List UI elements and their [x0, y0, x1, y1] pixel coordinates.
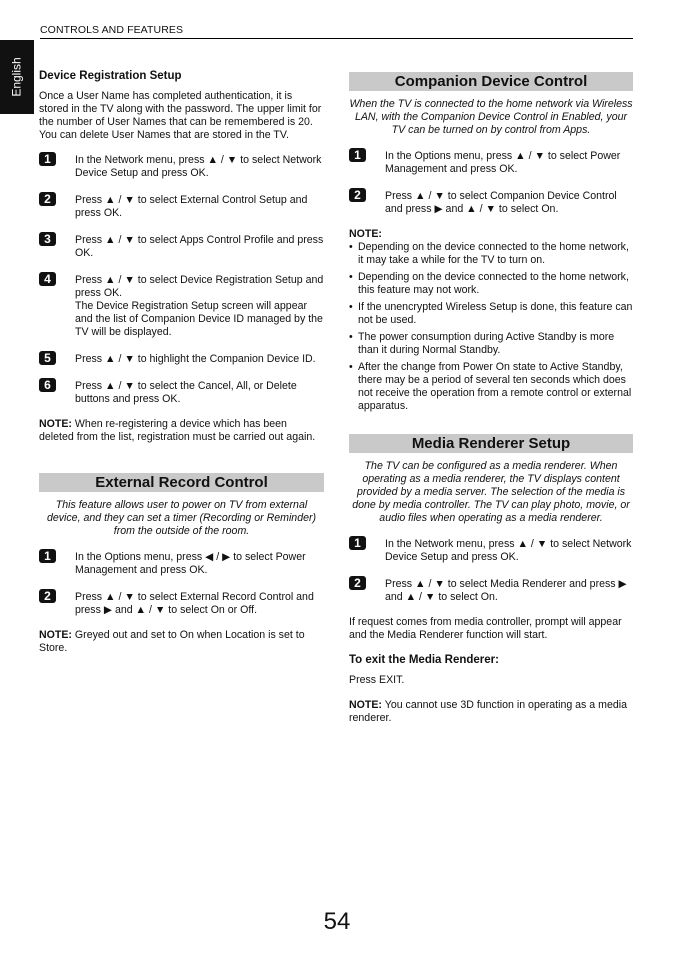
media-renderer-heading: Media Renderer Setup [349, 434, 633, 453]
note-text: You cannot use 3D function in operating as a media renderer. [349, 699, 627, 724]
step-number-icon: 2 [39, 192, 56, 206]
note-label: NOTE: [39, 629, 72, 641]
exit-media-heading: To exit the Media Renderer: [349, 654, 499, 666]
note-item: • If the unencrypted Wireless Setup is done, this feature can not be used. [349, 301, 633, 327]
page-number: 54 [323, 908, 351, 935]
device-registration-note [39, 418, 324, 444]
device-registration-steps [39, 154, 324, 406]
step-text: Press ▲ / ▼ to select the Cancel, All, or Delete buttons and press OK. [75, 380, 297, 405]
companion-intro: When the TV is connected to the home network via Wireless LAN, with the Companion Device Control in Enabled, your TV can be turned on by control from Apps. [349, 98, 633, 136]
device-registration-heading: Device Registration Setup [39, 70, 182, 82]
section-header: CONTROLS AND FEATURES [40, 24, 184, 36]
step-number-icon: 5 [39, 351, 56, 365]
step-item [349, 578, 633, 604]
left-column [39, 70, 324, 667]
step-item [39, 353, 324, 366]
step-text: Press ▲ / ▼ to select External Record Control and press ▶ and ▲ / ▼ to select On or Off. [75, 591, 314, 616]
step-text: In the Options menu, press ▲ / ▼ to select Power Management and press OK. [385, 150, 621, 175]
note-label: NOTE: [39, 418, 72, 430]
note-item: • The power consumption during Active Standby is more than it during Normal Standby. [349, 331, 633, 357]
external-record-steps [39, 551, 324, 617]
step-text: Press ▲ / ▼ to select Device Registration Setup and press OK. [75, 274, 324, 299]
step-text: Press ▲ / ▼ to select Media Renderer and press ▶ and ▲ / ▼ to select On. [385, 578, 627, 603]
step-text: Press ▲ / ▼ to select Companion Device Control and press ▶ and ▲ / ▼ to select On. [385, 190, 617, 215]
header-rule [40, 38, 633, 39]
step-item [349, 538, 633, 564]
step-item [39, 551, 324, 577]
step-text: In the Options menu, press ◀ / ▶ to select Power Management and press OK. [75, 551, 306, 576]
language-tab-label: English [9, 57, 24, 97]
note-item: • Depending on the device connected to the home network, it may take a while for the TV to turn on. [349, 241, 633, 267]
step-text: Press ▲ / ▼ to select Apps Control Profile and press OK. [75, 234, 324, 259]
step-number-icon: 2 [349, 576, 366, 590]
step-text: Press ▲ / ▼ to highlight the Companion Device ID. [75, 353, 316, 365]
companion-steps [349, 150, 633, 216]
step-number-icon: 4 [39, 272, 56, 286]
step-number-icon: 1 [39, 152, 56, 166]
step-number-icon: 3 [39, 232, 56, 246]
step-item [349, 150, 633, 176]
step-text: In the Network menu, press ▲ / ▼ to select Network Device Setup and press OK. [75, 154, 322, 179]
note-item: • Depending on the device connected to the home network, this feature may not work. [349, 271, 633, 297]
step-item [39, 274, 324, 339]
step-item [39, 234, 324, 260]
step-item [39, 154, 324, 180]
external-record-note [39, 629, 324, 655]
external-record-heading: External Record Control [39, 473, 324, 492]
companion-heading: Companion Device Control [349, 72, 633, 91]
step-item [39, 591, 324, 617]
exit-media-text: Press EXIT. [349, 674, 405, 686]
step-item [39, 194, 324, 220]
media-renderer-note [349, 699, 633, 725]
step-item [349, 190, 633, 216]
media-renderer-after: If request comes from media controller, prompt will appear and the Media Renderer function will start. [349, 616, 622, 641]
companion-notes [349, 241, 633, 413]
step-number-icon: 2 [39, 589, 56, 603]
note-text: When re-registering a device which has been deleted from the list, registration must be carried out again. [39, 418, 316, 443]
right-column [349, 72, 633, 737]
step-item [39, 380, 324, 406]
media-renderer-intro: The TV can be configured as a media renderer. When operating as a media renderer, the TV displays content provided by a media server. The selection of the media is done by media controller. The TV can play photo, movie, or audio files when operating as a media renderer. [352, 460, 630, 524]
external-record-intro: This feature allows user to power on TV from external device, and they can set a timer (Recording or Reminder) from the outside of the room. [46, 499, 317, 537]
media-renderer-steps [349, 538, 633, 604]
note-text: Greyed out and set to On when Location is set to Store. [39, 629, 305, 654]
step-number-icon: 1 [349, 536, 366, 550]
step-number-icon: 6 [39, 378, 56, 392]
step-number-icon: 1 [39, 549, 56, 563]
note-label: NOTE: [349, 699, 382, 711]
step-number-icon: 1 [349, 148, 366, 162]
language-tab [0, 40, 34, 114]
device-registration-intro: Once a User Name has completed authentication, it is stored in the TV along with the password. The upper limit for the number of User Names that can be remembered is 20. You can delete User Names that are stored in the TV. [39, 90, 322, 141]
step-text: In the Network menu, press ▲ / ▼ to select Network Device Setup and press OK. [385, 538, 632, 563]
step-number-icon: 2 [349, 188, 366, 202]
companion-note-label: NOTE: [349, 228, 382, 240]
step-subtext: The Device Registration Setup screen will appear and the list of Companion Device ID managed by the TV will be displayed. [75, 300, 323, 338]
step-text: Press ▲ / ▼ to select External Control Setup and press OK. [75, 194, 308, 219]
note-item: • After the change from Power On state to Active Standby, there may be a period of several ten seconds which does not receive the operation from a remote control or external apparatus. [349, 361, 633, 413]
